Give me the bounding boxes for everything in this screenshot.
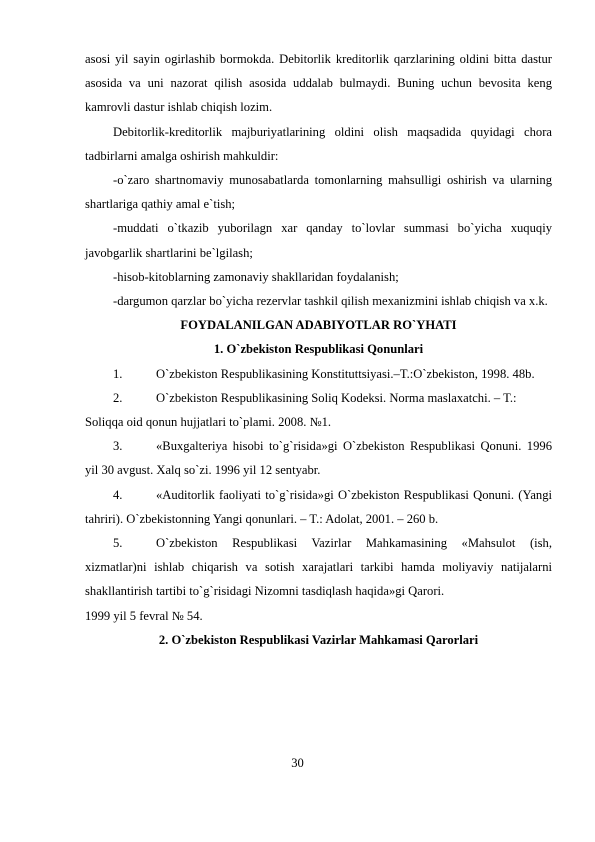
section-laws-heading: 1. O`zbekiston Respublikasi Qonunlari [213, 342, 424, 357]
reference-number: 1. [113, 366, 123, 381]
paragraph-measure-contracts: -o`zaro shartnomaviy munosabatlarda tomonlarning mahsulligi oshirish va ularning shartlariga qathiy amal e`tish; [85, 173, 552, 212]
paragraph-debt-growth: asosi yil sayin ogirlashib bormokda. Debitorlik kreditorlik qarzlarining oldini bitta dastur asosida va uni nazorat qilish asosida uddalab bulmaydi. Buning uchun bevosita keng kamrovli dastur ishlab chiqish lozim. [85, 52, 552, 115]
reference-item-3 [85, 434, 552, 482]
reference-item-1 [85, 362, 552, 386]
paragraph-measure-settlements: -hisob-kitoblarning zamonaviy shakllaridan foydalanish; [113, 269, 399, 284]
page-number: 30 [291, 756, 304, 770]
paragraph-measure-liability: -muddati o`tkazib yuborilagn xar qanday to`lovlar summasi bo`yicha xuquqiy javobgarlik shartlarini be`lgilash; [85, 221, 552, 260]
reference-item-5-continued: 1999 yil 5 fevral № 54. [85, 608, 203, 623]
reference-text: «Auditorlik faoliyati to`g`risida»gi O`zbekiston Respublikasi Qonuni. (Yangi tahriri). O`zbekistonning Yangi qonunlari. – T.: Adolat, 2001. – 260 b. [85, 487, 552, 526]
reference-item-4 [85, 483, 552, 531]
paragraph-measure-reserves: -dargumon qarzlar bo`yicha rezervlar tashkil qilish mexanizmini ishlab chiqish va x.k. [113, 294, 548, 309]
references-title: FOYDALANILGAN ADABIYOTLAR RO`YHATI [180, 318, 457, 333]
reference-item-2-continued: Soliqqa oid qonun hujjatlari to`plami. 2008. №1. [85, 415, 332, 430]
reference-text: «Buxgalteriya hisobi to`g`risida»gi O`zbekiston Respublikasi Qonuni. 1996 yil 30 avgust. Xalq so`zi. 1996 yil 12 sentyabr. [85, 439, 552, 478]
reference-text: O`zbekiston Respublikasining Soliq Kodeksi. Norma maslaxatchi. – T.: [156, 390, 517, 405]
document-page [85, 47, 552, 652]
reference-number: 3. [113, 439, 123, 454]
reference-text: O`zbekiston Respublikasining Konstituttsiyasi.–T.:O`zbekiston, 1998. 48b. [156, 366, 535, 381]
reference-number: 4. [113, 487, 123, 502]
paragraph-measures-intro: Debitorlik-kreditorlik majburiyatlarining oldini olish maqsadida quyidagi chora tadbirlarni amalga oshirish mahkuldir: [85, 124, 552, 163]
reference-number: 5. [113, 536, 123, 551]
section-resolutions-heading: 2. O`zbekiston Respublikasi Vazirlar Mahkamasi Qarorlari [158, 632, 479, 647]
reference-number: 2. [113, 390, 123, 405]
reference-item-2 [85, 386, 552, 410]
reference-item-5 [85, 531, 552, 604]
reference-text: O`zbekiston Respublikasi Vazirlar Mahkamasining «Mahsulot (ish, xizmatlar)ni ishlab chiqarish va sotish xarajatlari tarkibi hamda moliyaviy natijalarni shakllantirish tartibi to`g`risidagi Nizomni tasdiqlash haqida»gi Qarori. [85, 536, 552, 599]
